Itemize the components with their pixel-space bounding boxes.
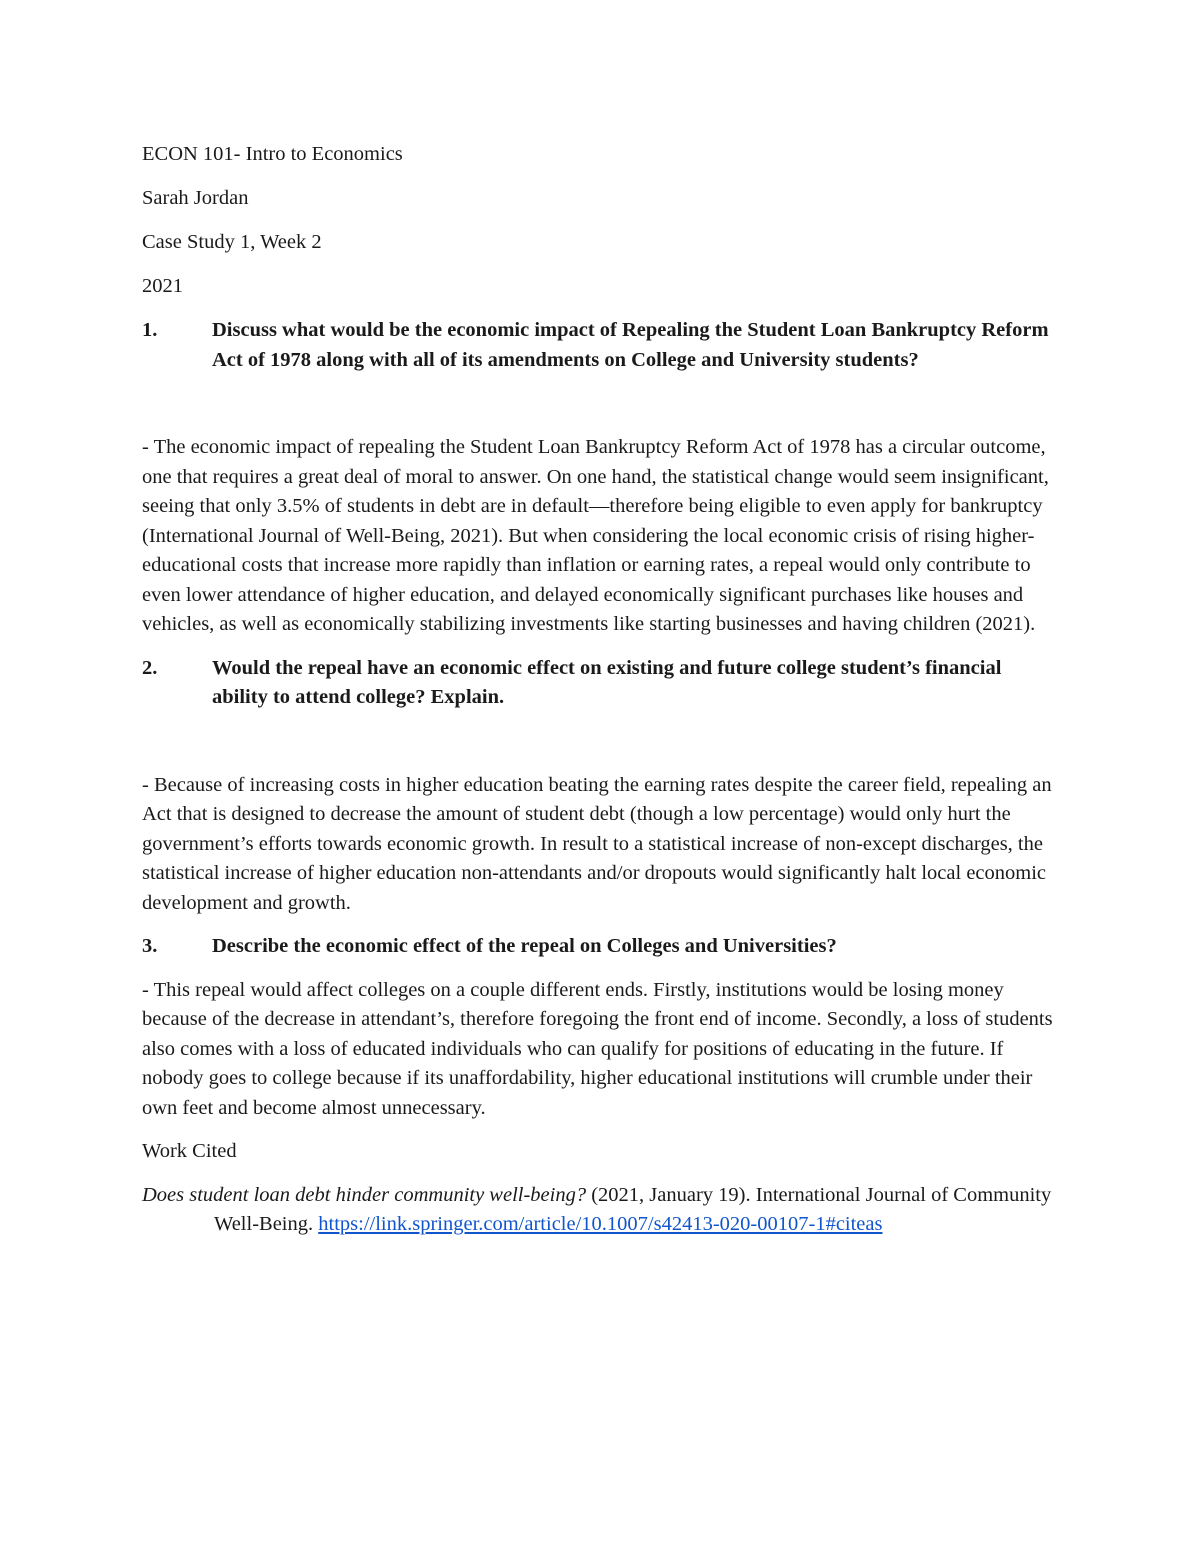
course-line: ECON 101- Intro to Economics [142, 143, 403, 165]
citation-title: Does student loan debt hinder community well-being? [142, 1183, 587, 1206]
document-body [142, 140, 1060, 1240]
citation-details: (2021, January 19). International Journal of Community Well-Being. [214, 1183, 1052, 1235]
question-number: 1. [142, 319, 158, 341]
question-2 [142, 654, 1060, 713]
question-text: Describe the economic effect of the repeal on Colleges and Universities? [212, 935, 837, 957]
question-1 [142, 316, 1060, 375]
question-text: Discuss what would be the economic impact of Repealing the Student Loan Bankruptcy Reform Act of 1978 along with all of its amendments on College and University students? [212, 319, 1049, 371]
citation-entry [142, 1181, 1060, 1240]
answer-2: - Because of increasing costs in higher education beating the earning rates despite the career field, repealing an Act that is designed to decrease the amount of student debt (though a low percentage) would only hurt the government’s efforts towards economic growth. In result to a statistical increase of non-except discharges, the statistical increase of higher education non-attendants and/or dropouts would significantly halt local economic development and growth. [142, 773, 1052, 914]
year-line: 2021 [142, 275, 183, 297]
answer-1: - The economic impact of repealing the Student Loan Bankruptcy Reform Act of 1978 has a circular outcome, one that requires a great deal of moral to answer. On one hand, the statistical change would seem insignificant, seeing that only 3.5% of students in debt are in default—therefore being eligible to even apply for bankruptcy (International Journal of Well-Being, 2021). But when considering the local economic crisis of rising higher-educational costs that increase more rapidly than inflation or earning rates, a repeal would only contribute to even lower attendance of higher education, and delayed economically significant purchases like houses and vehicles, as well as economically stabilizing investments like starting businesses and having children (2021). [142, 436, 1049, 635]
question-text: Would the repeal have an economic effect on existing and future college student’s financial ability to attend college? Explain. [212, 656, 1002, 708]
author-line: Sarah Jordan [142, 187, 249, 209]
question-number: 3. [142, 935, 158, 957]
works-cited-heading: Work Cited [142, 1140, 237, 1162]
assignment-line: Case Study 1, Week 2 [142, 231, 322, 253]
question-number: 2. [142, 656, 158, 679]
question-3 [142, 932, 1060, 962]
answer-3: - This repeal would affect colleges on a couple different ends. Firstly, institutions would be losing money because of the decrease in attendant’s, therefore foregoing the front end of income. Secondly, a loss of students also comes with a loss of educated individuals who can qualify for positions of educating in the future. If nobody goes to college because if its unaffordability, higher educational institutions will crumble under their own feet and become almost unnecessary. [142, 978, 1053, 1119]
citation-link[interactable]: https://link.springer.com/article/10.1007/s42413-020-00107-1#citeas [318, 1213, 883, 1235]
